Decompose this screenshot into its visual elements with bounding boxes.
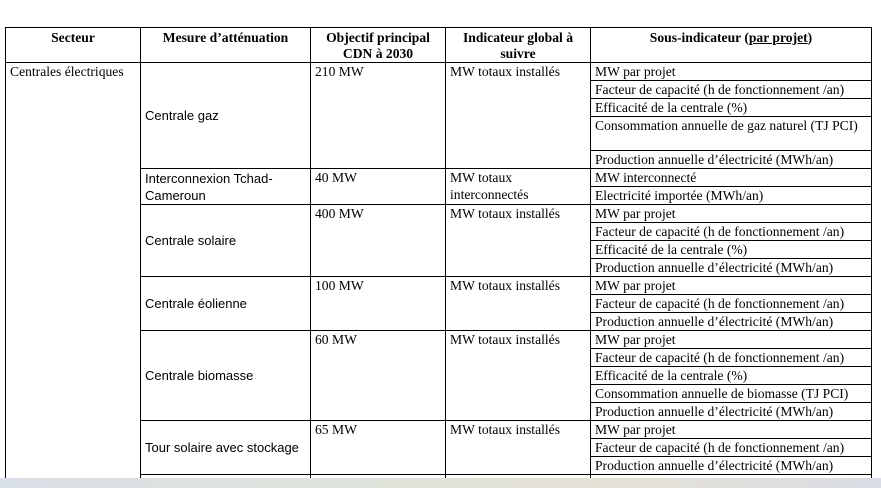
sector-cell: Centrales électriques [6, 63, 141, 487]
sous-indicateur-cell: Production annuelle d’électricité (MWh/an) [591, 457, 872, 475]
sous-indicateur-cell: Production annuelle d’électricité (MWh/an) [591, 259, 872, 277]
mesure-cell: Interconnexion Tchad-Cameroun [141, 169, 311, 205]
sous-indicateur-cell: MW par projet [591, 421, 872, 439]
header-indicateur-line1: Indicateur global à [462, 30, 574, 45]
sous-indicateur-cell: Facteur de capacité (h de fonctionnement /an) [591, 81, 872, 99]
mesure-cell: Centrale biomasse [141, 331, 311, 421]
header-sous-prefix: Sous-indicateur ( [649, 30, 749, 45]
sous-indicateur-cell: Efficacité de la centrale (%) [591, 241, 872, 259]
header-sous-suffix: ) [807, 30, 813, 45]
sous-indicateur-cell: Production annuelle d’électricité (MWh/an) [591, 403, 872, 421]
sous-indicateur-cell: Efficacité de la centrale (%) [591, 99, 872, 117]
sous-indicateur-cell: Facteur de capacité (h de fonctionnement /an) [591, 223, 872, 241]
bottom-strip [0, 478, 881, 488]
indicateur-cell: MW totaux installés [446, 63, 591, 169]
objectif-cell: 400 MW [311, 205, 446, 277]
header-sous-indicateur [591, 28, 872, 63]
table-row [6, 63, 872, 81]
header-objectif-line1: Objectif principal [326, 30, 430, 45]
sous-indicateur-cell: MW interconnecté [591, 169, 872, 187]
sous-indicateur-cell: MW par projet [591, 331, 872, 349]
header-mesure: Mesure d’atténuation [141, 28, 311, 63]
sous-indicateur-cell: Consommation annuelle de gaz naturel (TJ PCI) [591, 117, 872, 151]
table-body [6, 63, 872, 487]
mesure-cell: Tour solaire avec stockage [141, 421, 311, 475]
sous-indicateur-cell: Consommation annuelle de biomasse (TJ PCI) [591, 385, 872, 403]
sous-indicateur-cell: Facteur de capacité (h de fonctionnement /an) [591, 439, 872, 457]
header-objectif-line2: CDN à 2030 [342, 46, 414, 61]
indicateur-cell: MW totaux installés [446, 277, 591, 331]
sous-indicateur-cell: Electricité importée (MWh/an) [591, 187, 872, 205]
sous-indicateur-cell: MW par projet [591, 205, 872, 223]
sous-indicateur-cell: Facteur de capacité (h de fonctionnement /an) [591, 295, 872, 313]
objectif-cell: 40 MW [311, 169, 446, 205]
header-objectif [311, 28, 446, 63]
sous-indicateur-cell: Production annuelle d’électricité (MWh/an) [591, 313, 872, 331]
indicateur-cell: MW totaux installés [446, 205, 591, 277]
objectif-cell: 60 MW [311, 331, 446, 421]
objectif-cell: 100 MW [311, 277, 446, 331]
indicateur-cell: MW totaux installés [446, 421, 591, 475]
objectif-cell: 65 MW [311, 421, 446, 475]
header-sous-underlined: par projet [748, 30, 808, 45]
header-indicateur [446, 28, 591, 63]
header-secteur: Secteur [6, 28, 141, 63]
sous-indicateur-cell: MW par projet [591, 63, 872, 81]
sous-indicateur-cell: Production annuelle d’électricité (MWh/an) [591, 151, 872, 169]
sous-indicateur-cell: Efficacité de la centrale (%) [591, 367, 872, 385]
objectif-cell: 210 MW [311, 63, 446, 169]
mesure-cell: Centrale gaz [141, 63, 311, 169]
indicateur-cell: MW totaux installés [446, 331, 591, 421]
mesure-cell: Centrale solaire [141, 205, 311, 277]
mitigation-table [5, 27, 872, 487]
indicateur-cell: MW totaux interconnectés [446, 169, 591, 205]
header-indicateur-line2: suivre [500, 46, 536, 61]
sous-indicateur-cell: Facteur de capacité (h de fonctionnement /an) [591, 349, 872, 367]
sous-indicateur-cell: MW par projet [591, 277, 872, 295]
mesure-cell: Centrale éolienne [141, 277, 311, 331]
